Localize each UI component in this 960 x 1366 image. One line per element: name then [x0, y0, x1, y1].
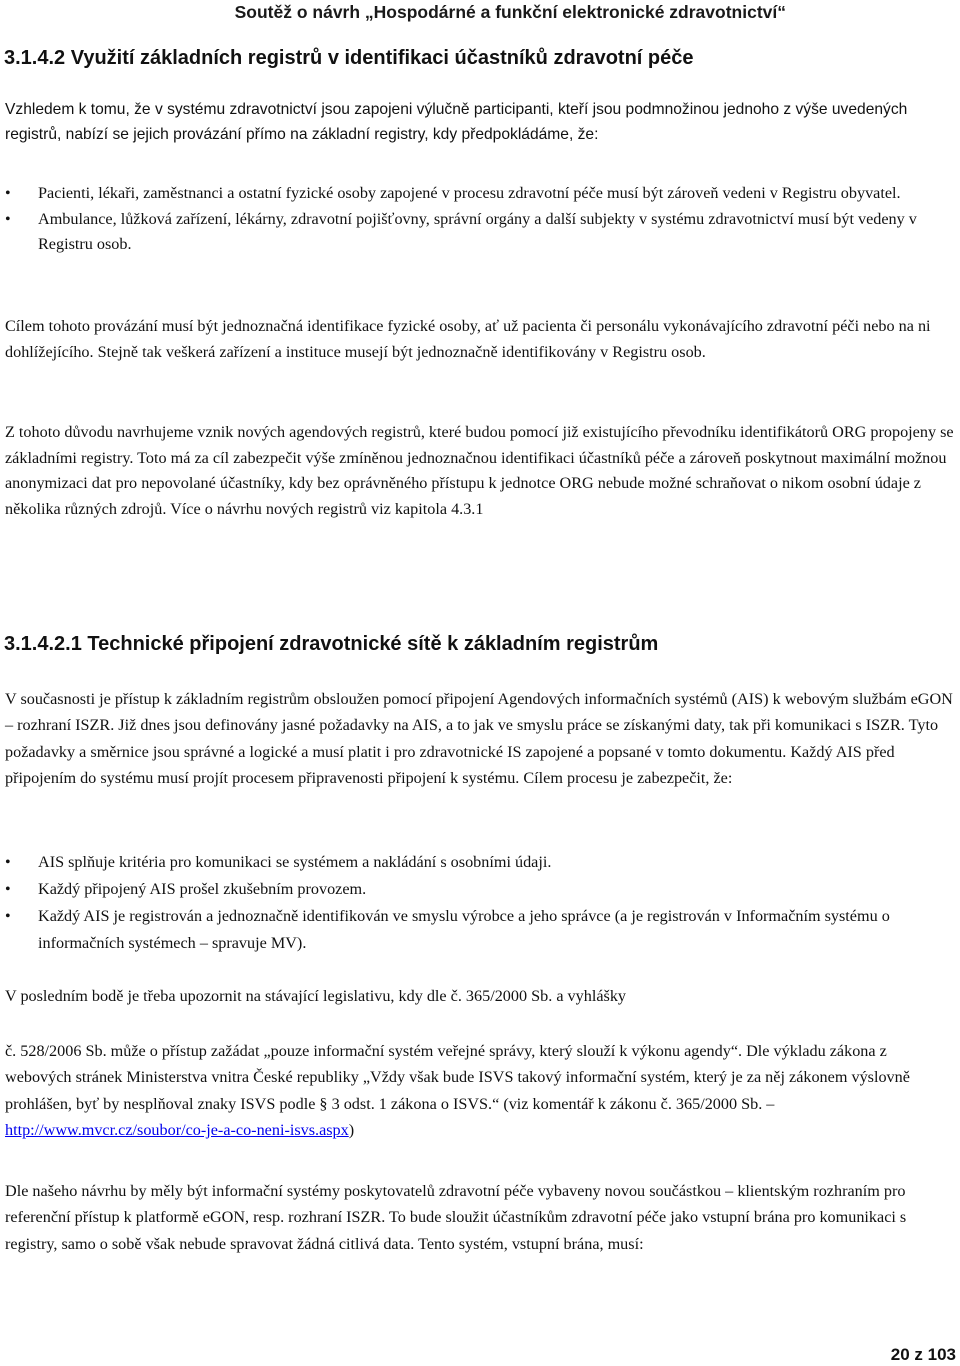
goal-paragraph-text: Cílem tohoto provázání musí být jednoznačná identifikace fyzické osoby, ať už pacienta či personálu vykonávajícího zdravotní péči nebo na ni dohlížejícího. Stejně tak veškerá zařízení a instituce musejí být jednoznačně identifikovány v Registru osob.: [5, 317, 931, 361]
section-heading-3-1-4-2-1: 3.1.4.2.1 Technické připojení zdravotnické sítě k základním registrům: [4, 633, 659, 655]
list-item: • AIS splňuje kritéria pro komunikaci se systémem a nakládání s osobními údaji.: [5, 849, 955, 876]
section1-bullet-list: [5, 181, 955, 258]
legislation-text-2: [5, 1038, 955, 1143]
technical-intro-text: V současnosti je přístup k základním registrům obsloužen pomocí připojení Agendových informačních systémů (AIS) k webovým službám eGON – rozhraní ISZR. Již dnes jsou definovány jasné požadavky na AIS, a to jak ve smyslu práce se získanými daty, tak při komunikaci s ISZR. Tyto požadavky a směrnice jsou správné a logické a musí platit i pro zdravotnické IS zapojené a popsané v tomto dokumentu. Každý AIS před připojením do systému musí projít procesem připravenosti připojení k systému. Cílem procesu je zabezpečit, že:: [5, 690, 953, 788]
technical-intro-paragraph: [5, 686, 955, 792]
legislation-text-2-body: č. 528/2006 Sb. může o přístup zažádat „pouze informační systém veřejné správy, který slouží k výkonu agendy“. Dle výkladu zákona z webových stránek Ministerstva vnitra České republiky „Vždy však bude ISVS takový informační systém, který je za něj zákonem výslovně prohlášen, byť by nesplňoval znaky ISVS podle § 3 odst. 1 zákona o ISVS.“ (viz komentář k zákonu č. 365/2000 Sb. –: [5, 1042, 910, 1113]
list-item: • Každý AIS je registrován a jednoznačně identifikován ve smyslu výrobce a jeho správce (a je registrován v Informačním systému o informačních systémech – spravuje MV).: [5, 903, 955, 957]
final-paragraph-text: Dle našeho návrhu by měly být informační systémy poskytovatelů zdravotní péče vybaveny novou součástkou – klientským rozhraním pro referenční přístup k platformě eGON, resp. rozhraní ISZR. To bude sloužit účastníkům zdravotní péče jako vstupní brána pro komunikaci s registry, samo o sobě však nebude spravovat žádná citlivá data. Tento systém, vstupní brána, musí:: [5, 1182, 907, 1253]
list-item: • Pacienti, lékaři, zaměstnanci a ostatní fyzické osoby zapojené v procesu zdravotní péče musí být zároveň vedeni v Registru obyvatel.: [5, 181, 955, 207]
reason-paragraph: [5, 420, 955, 522]
page-number: 20 z 103: [890, 1345, 956, 1364]
list-item: • Každý připojený AIS prošel zkušebním provozem.: [5, 876, 955, 903]
section1-intro: [5, 97, 955, 147]
final-paragraph: [5, 1178, 955, 1257]
legislation-text-1: V posledním bodě je třeba upozornit na stávající legislativu, kdy dle č. 365/2000 Sb. a vyhlášky: [5, 987, 627, 1005]
isvs-link[interactable]: http://www.mvcr.cz/soubor/co-je-a-co-neni-isvs.aspx: [5, 1120, 349, 1139]
list-item: • Ambulance, lůžková zařízení, lékárny, zdravotní pojišťovny, správní orgány a další subjekty v systému zdravotnictví musí být vedeny v Registru osob.: [5, 207, 955, 258]
intro-paragraph: Vzhledem k tomu, že v systému zdravotnictví jsou zapojeni výlučně participanti, kteří jsou podmnožinou jednoho z výše uvedených registrů, nabízí se jejich provázání přímo na základní registry, kdy předpokládáme, že:: [5, 101, 908, 143]
legislation-paragraph-2: [5, 1038, 955, 1143]
goal-paragraph: [5, 314, 955, 365]
legislation-text-2-end: ): [348, 1120, 355, 1139]
reason-paragraph-text: Z tohoto důvodu navrhujeme vznik nových agendových registrů, které budou pomocí již existujícího převodníku identifikátorů ORG propojeny se základními registry. Toto má za cíl zabezpečit výše zmíněnou jednoznačnou identifikaci účastníků péče a zároveň poskytnout maximální možnou anonymizaci dat pro nepovolané účastníky, kdy bez oprávněného přístupu k jednotce ORG nebude možné schraňovat o nikom osobní údaje z několika různých zdrojů. Více o návrhu nových registrů viz kapitola 4.3.1: [5, 423, 954, 518]
legislation-paragraph-1: [5, 984, 955, 1009]
running-header: Soutěž o návrh „Hospodárné a funkční elektronické zdravotnictví“: [234, 2, 786, 22]
section2-bullet-list: [5, 849, 955, 957]
section-heading-3-1-4-2: 3.1.4.2 Využití základních registrů v identifikaci účastníků zdravotní péče: [4, 47, 694, 69]
